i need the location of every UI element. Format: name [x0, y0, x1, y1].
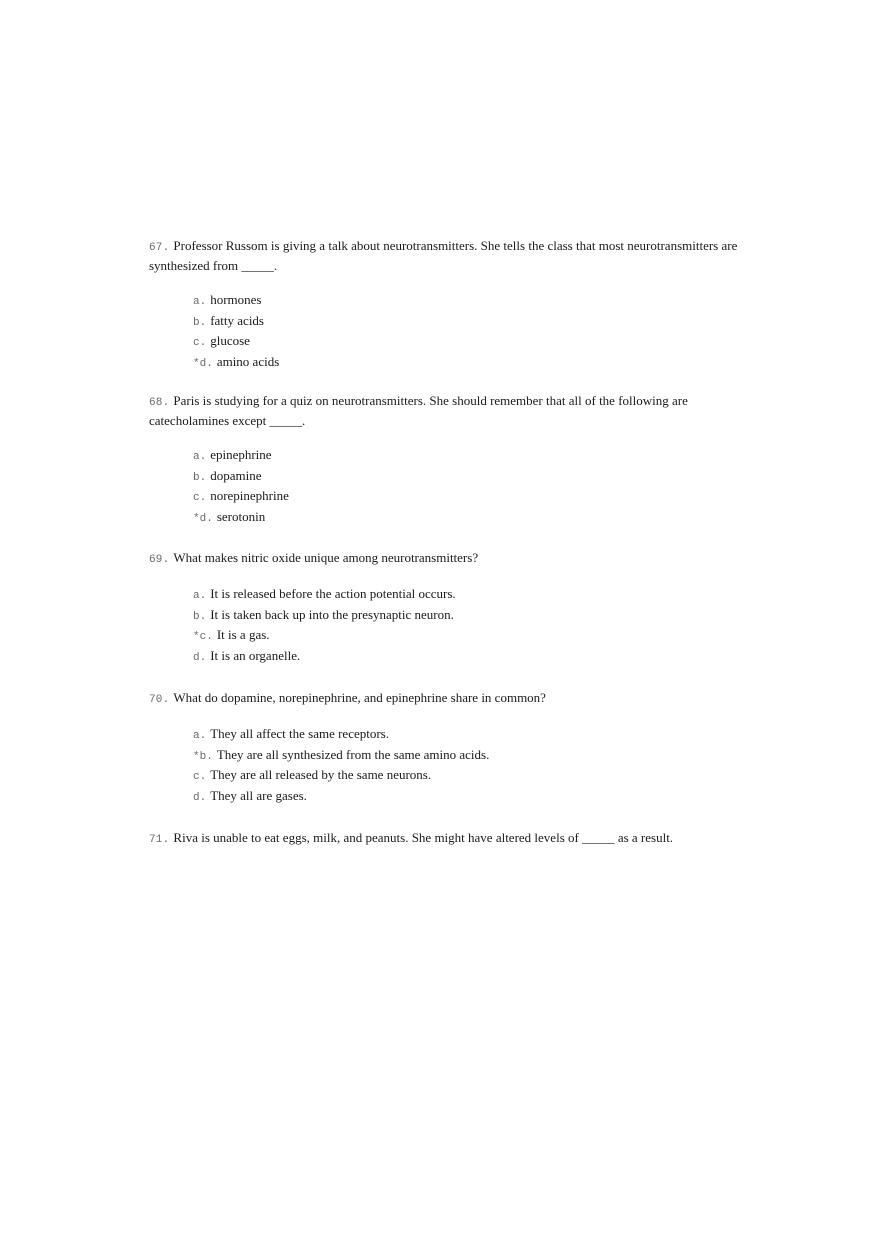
question-number: 71.: [149, 834, 170, 846]
question-text: Professor Russom is giving a talk about neurotransmitters. She tells the class that most neurotransmitters are synthesized from _____.: [149, 238, 738, 273]
option-text: hormones: [210, 292, 262, 307]
answer-option: [193, 787, 749, 808]
option-text: glucose: [210, 333, 250, 348]
option-text: They all affect the same receptors.: [210, 726, 389, 741]
question-text: What do dopamine, norepinephrine, and epinephrine share in common?: [173, 690, 546, 705]
question-text: Riva is unable to eat eggs, milk, and peanuts. She might have altered levels of _____ as a result.: [173, 830, 674, 845]
question-text: What makes nitric oxide unique among neurotransmitters?: [173, 550, 479, 565]
question-stem: [149, 237, 749, 275]
question-69: [149, 549, 749, 667]
option-label: *c.: [193, 631, 213, 643]
answer-option: [193, 332, 749, 353]
option-text: They are all released by the same neurons.: [210, 767, 432, 782]
answer-option: [193, 446, 749, 467]
answer-option: [193, 725, 749, 746]
answer-options: [149, 725, 749, 807]
option-text: It is released before the action potential occurs.: [210, 586, 456, 601]
option-label: *d.: [193, 512, 213, 525]
option-label: b.: [193, 610, 207, 623]
answer-options: [149, 585, 749, 667]
option-label: a.: [193, 730, 207, 742]
option-label: c.: [193, 492, 207, 504]
question-68: [149, 392, 749, 528]
question-number: 69.: [149, 554, 170, 566]
question-71: [149, 829, 769, 849]
question-stem: [149, 689, 749, 709]
answer-options: [149, 291, 749, 373]
answer-option: [193, 291, 749, 312]
question-stem: [149, 829, 769, 849]
answer-option: [193, 467, 749, 488]
answer-option-correct: [193, 746, 749, 767]
option-label: b.: [193, 316, 207, 329]
option-text: They all are gases.: [210, 787, 307, 803]
option-text: They are all synthesized from the same amino acids.: [216, 746, 490, 762]
option-label: d.: [193, 791, 207, 804]
option-text: dopamine: [210, 467, 262, 483]
question-number: 67.: [149, 242, 170, 254]
option-label: c.: [193, 771, 207, 783]
answer-option-correct: [193, 626, 749, 647]
question-stem: [149, 392, 749, 430]
answer-option: [193, 312, 749, 333]
answer-option: [193, 647, 749, 668]
option-text: It is a gas.: [216, 627, 270, 642]
option-text: fatty acids: [210, 312, 264, 328]
question-number: 70.: [149, 694, 170, 706]
answer-option: [193, 766, 749, 787]
option-label: c.: [193, 337, 207, 349]
option-text: It is taken back up into the presynaptic neuron.: [210, 606, 454, 622]
option-label: *b.: [193, 750, 213, 763]
answer-options: [149, 446, 749, 528]
answer-option: [193, 606, 749, 627]
option-label: *d.: [193, 357, 213, 370]
answer-option: [193, 487, 749, 508]
option-text: serotonin: [216, 508, 266, 524]
question-text: Paris is studying for a quiz on neurotransmitters. She should remember that all of the following are catecholamines except _____.: [149, 393, 688, 428]
question-70: [149, 689, 749, 807]
option-label: b.: [193, 471, 207, 484]
question-number: 68.: [149, 397, 170, 409]
question-stem: [149, 549, 749, 569]
option-label: a.: [193, 451, 207, 463]
answer-option-correct: [193, 353, 749, 374]
question-67: [149, 237, 749, 373]
option-text: It is an organelle.: [210, 647, 301, 663]
answer-option-correct: [193, 508, 749, 529]
answer-option: [193, 585, 749, 606]
option-label: d.: [193, 651, 207, 664]
option-text: epinephrine: [210, 447, 272, 462]
option-label: a.: [193, 296, 207, 308]
option-text: norepinephrine: [210, 488, 289, 503]
option-text: amino acids: [216, 353, 280, 369]
option-label: a.: [193, 590, 207, 602]
